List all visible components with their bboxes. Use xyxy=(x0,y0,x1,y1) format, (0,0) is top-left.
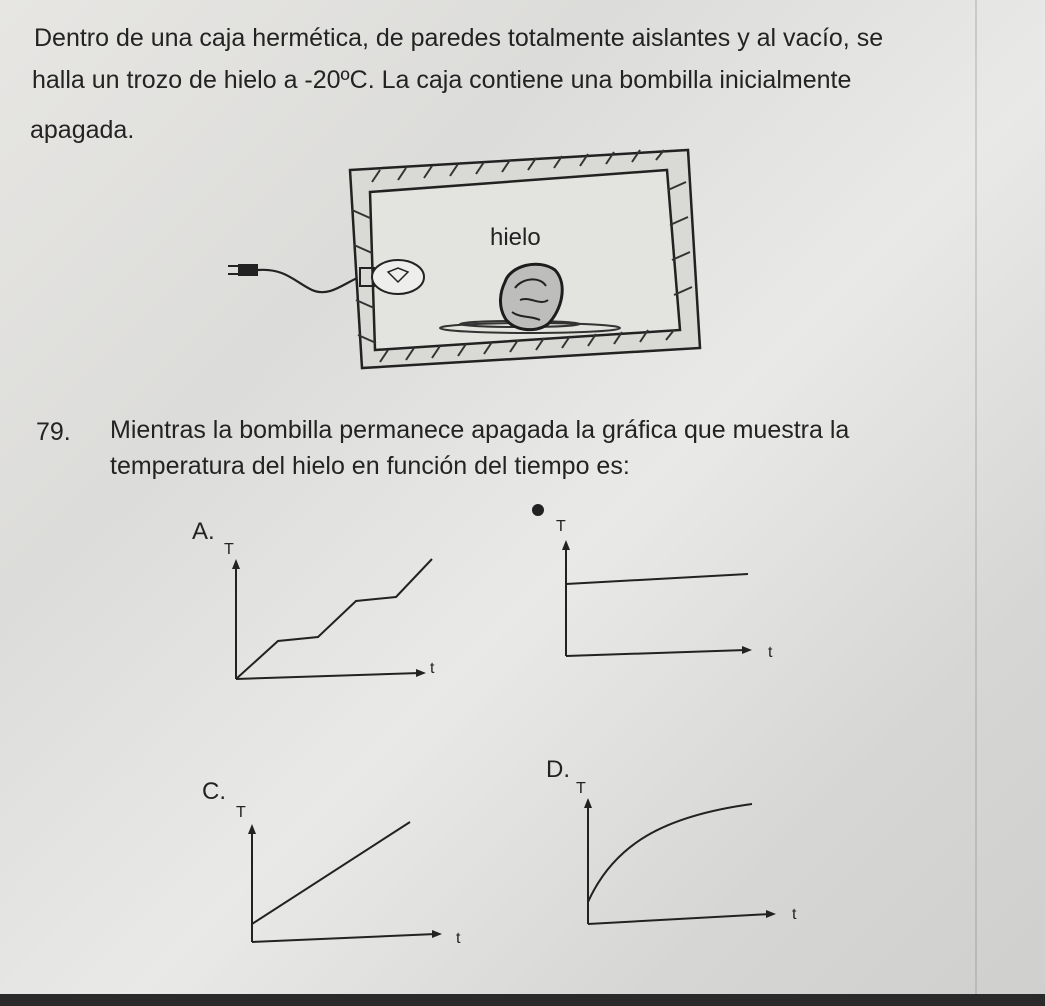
graph-option-a[interactable] xyxy=(220,555,480,695)
option-c-letter: C. xyxy=(202,778,226,805)
option-d-letter: D. xyxy=(546,756,570,783)
ice-chunk-icon xyxy=(500,264,562,329)
option-d-y-label: T xyxy=(576,780,586,797)
box-diagram xyxy=(0,0,1045,400)
graph-option-c[interactable] xyxy=(236,812,476,952)
option-b-bullet xyxy=(528,500,548,520)
question-line-2: temperatura del hielo en función del tiempo es: xyxy=(110,452,630,480)
question-line-1: Mientras la bombilla permanece apagada la gráfica que muestra la xyxy=(110,416,850,444)
option-d-x-label: t xyxy=(792,906,797,923)
option-a-letter: A. xyxy=(192,518,215,545)
option-c-x-label: t xyxy=(456,930,461,947)
graph-c-curve xyxy=(252,822,410,924)
table-edge xyxy=(0,994,1045,1006)
graph-option-b[interactable] xyxy=(552,536,772,666)
graph-d-curve xyxy=(588,804,752,902)
graph-option-d[interactable] xyxy=(574,794,797,934)
intro-line-2: halla un trozo de hielo a -20ºC. La caja contiene una bombilla inicialmente xyxy=(32,66,852,94)
option-a-y-label: T xyxy=(224,541,234,558)
intro-line-1: Dentro de una caja hermética, de paredes totalmente aislantes y al vacío, se xyxy=(34,24,884,52)
option-a-x-label: t xyxy=(430,660,435,677)
plug-icon xyxy=(228,264,258,276)
graph-a-curve xyxy=(236,559,435,679)
ice-label: hielo xyxy=(490,224,541,251)
option-b-y-label: T xyxy=(556,518,566,535)
graph-b-curve xyxy=(566,574,748,584)
intro-line-3: apagada. xyxy=(30,116,135,144)
cable xyxy=(258,270,362,292)
question-number: 79. xyxy=(36,418,71,446)
option-b-x-label: t xyxy=(768,644,773,661)
option-c-y-label: T xyxy=(236,804,246,821)
